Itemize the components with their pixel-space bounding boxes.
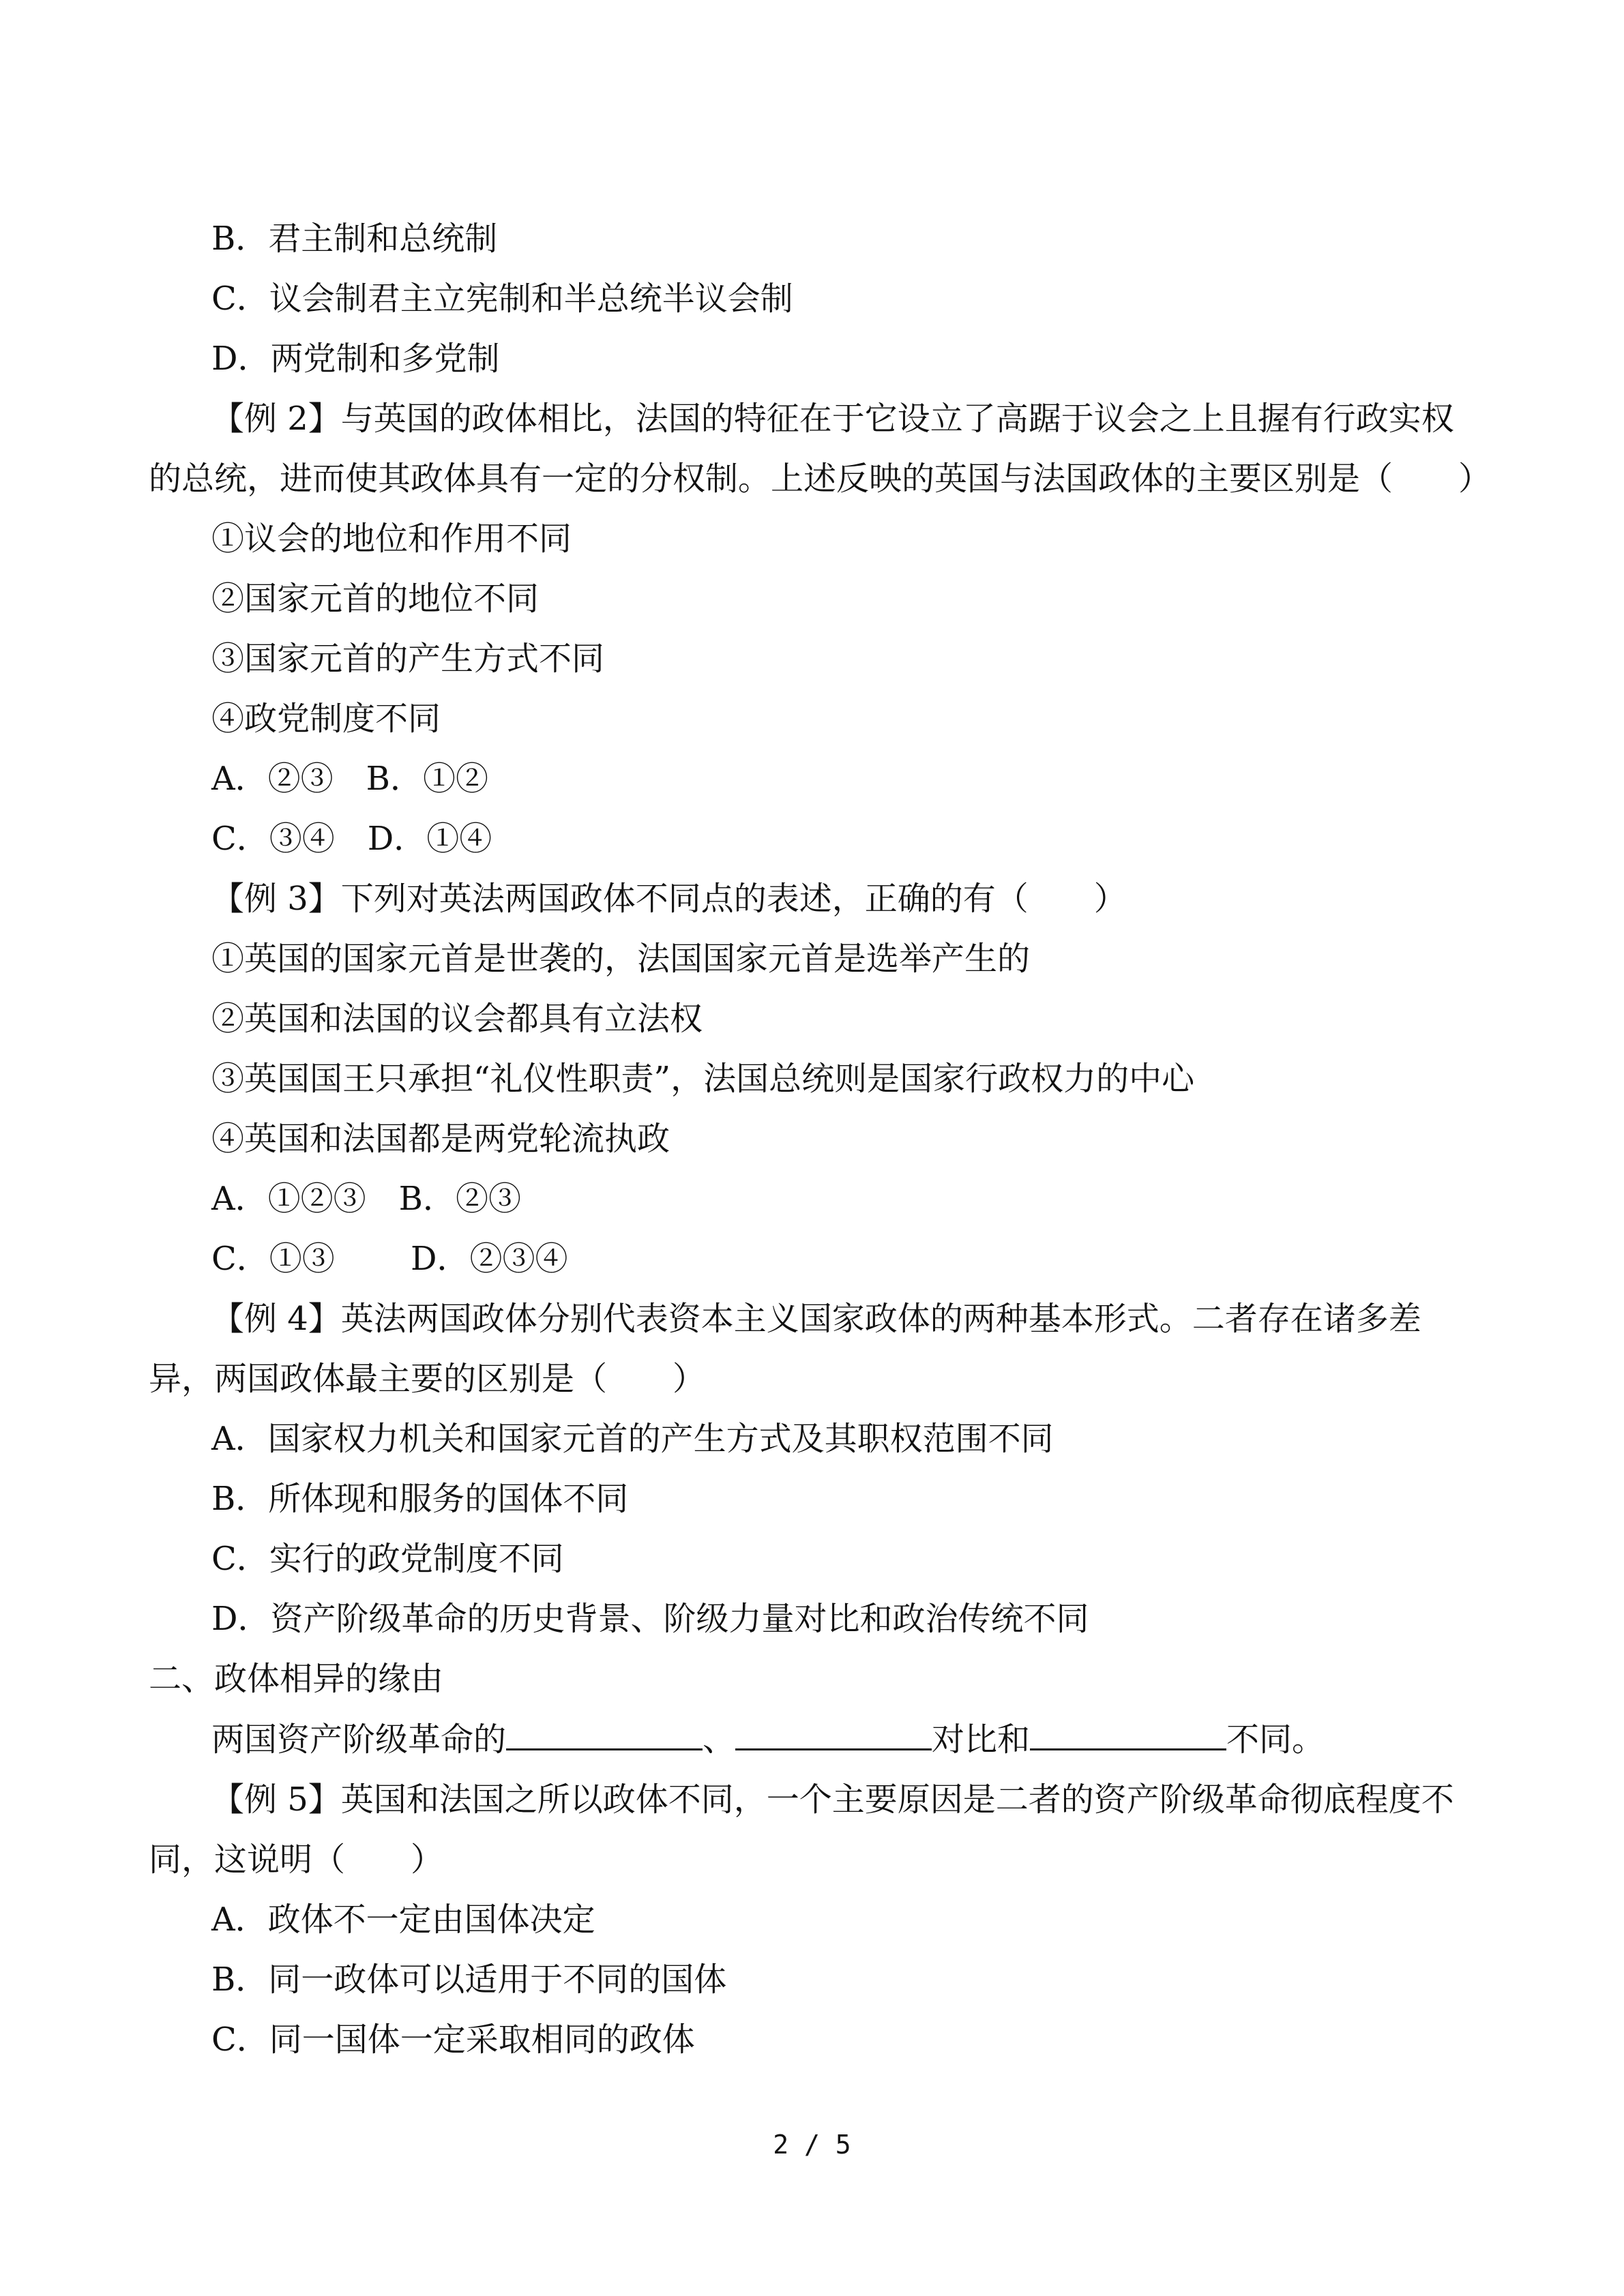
- question-line: 【例 5】英国和法国之所以政体不同，一个主要原因是二者的资产阶级革命彻底程度不: [211, 1780, 1454, 1819]
- question-line: 【例 2】与英国的政体相比，法国的特征在于它设立了高踞于议会之上且握有行政实权: [211, 400, 1454, 438]
- option-line: B．君主制和总统制: [211, 220, 498, 258]
- fill-in-blank-line: [149, 1709, 1475, 1770]
- fill-text-4: 不同。: [1226, 1720, 1325, 1759]
- statement-line: ③英国国王只承担“礼仪性职责”，法国总统则是国家行政权力的中心: [211, 1060, 1195, 1098]
- statement-line: ①英国的国家元首是世袭的，法国国家元首是选举产生的: [211, 940, 1031, 978]
- page-number: 2 / 5: [773, 2130, 851, 2160]
- option-line: A．政体不一定由国体决定: [211, 1900, 595, 1939]
- option-line: C．议会制君主立宪制和半总统半议会制: [211, 280, 793, 318]
- option-line: A．①②③ B．②③: [211, 1180, 521, 1218]
- question-line: 【例 3】下列对英法两国政体不同点的表述，正确的有（ ）: [211, 880, 1127, 918]
- option-line: D．资产阶级革命的历史背景、阶级力量对比和政治传统不同: [211, 1600, 1089, 1638]
- option-line: A．国家权力机关和国家元首的产生方式及其职权范围不同: [211, 1420, 1054, 1458]
- option-line: A．②③ B．①②: [211, 760, 488, 798]
- question-line: 异，两国政体最主要的区别是（ ）: [149, 1360, 706, 1398]
- option-line: C．①③ D．②③④: [211, 1240, 568, 1278]
- question-line: 同，这说明（ ）: [149, 1840, 444, 1879]
- statement-line: ①议会的地位和作用不同: [211, 520, 572, 558]
- question-line: 【例 4】英法两国政体分别代表资本主义国家政体的两种基本形式。二者存在诸多差: [211, 1300, 1421, 1338]
- document-body: [149, 209, 1492, 2070]
- fill-text-3: 对比和: [932, 1720, 1031, 1759]
- statement-line: ④政党制度不同: [211, 700, 441, 738]
- option-line: C．实行的政党制度不同: [211, 1540, 564, 1578]
- fill-text-2: 、: [703, 1720, 736, 1759]
- option-line: D．两党制和多党制: [211, 340, 500, 378]
- statement-line: ②国家元首的地位不同: [211, 580, 540, 618]
- statement-line: ③国家元首的产生方式不同: [211, 640, 605, 678]
- statement-line: ②英国和法国的议会都具有立法权: [211, 1000, 703, 1038]
- option-line: C．③④ D．①④: [211, 820, 492, 858]
- statement-line: ④英国和法国都是两党轮流执政: [211, 1120, 670, 1158]
- option-line: C．同一国体一定采取相同的政体: [211, 2021, 695, 2059]
- answer-blank-1[interactable]: [506, 1709, 703, 1750]
- answer-blank-3[interactable]: [1030, 1709, 1226, 1750]
- option-line: B．同一政体可以适用于不同的国体: [211, 1960, 727, 1999]
- section-heading: 二、政体相异的缘由: [149, 1660, 444, 1698]
- answer-blank-2[interactable]: [735, 1709, 932, 1750]
- fill-text-1: 两国资产阶级革命的: [211, 1720, 507, 1759]
- question-line: 的总统，进而使其政体具有一定的分权制。上述反映的英国与法国政体的主要区别是（ ）: [149, 460, 1492, 498]
- option-line: B．所体现和服务的国体不同: [211, 1480, 629, 1518]
